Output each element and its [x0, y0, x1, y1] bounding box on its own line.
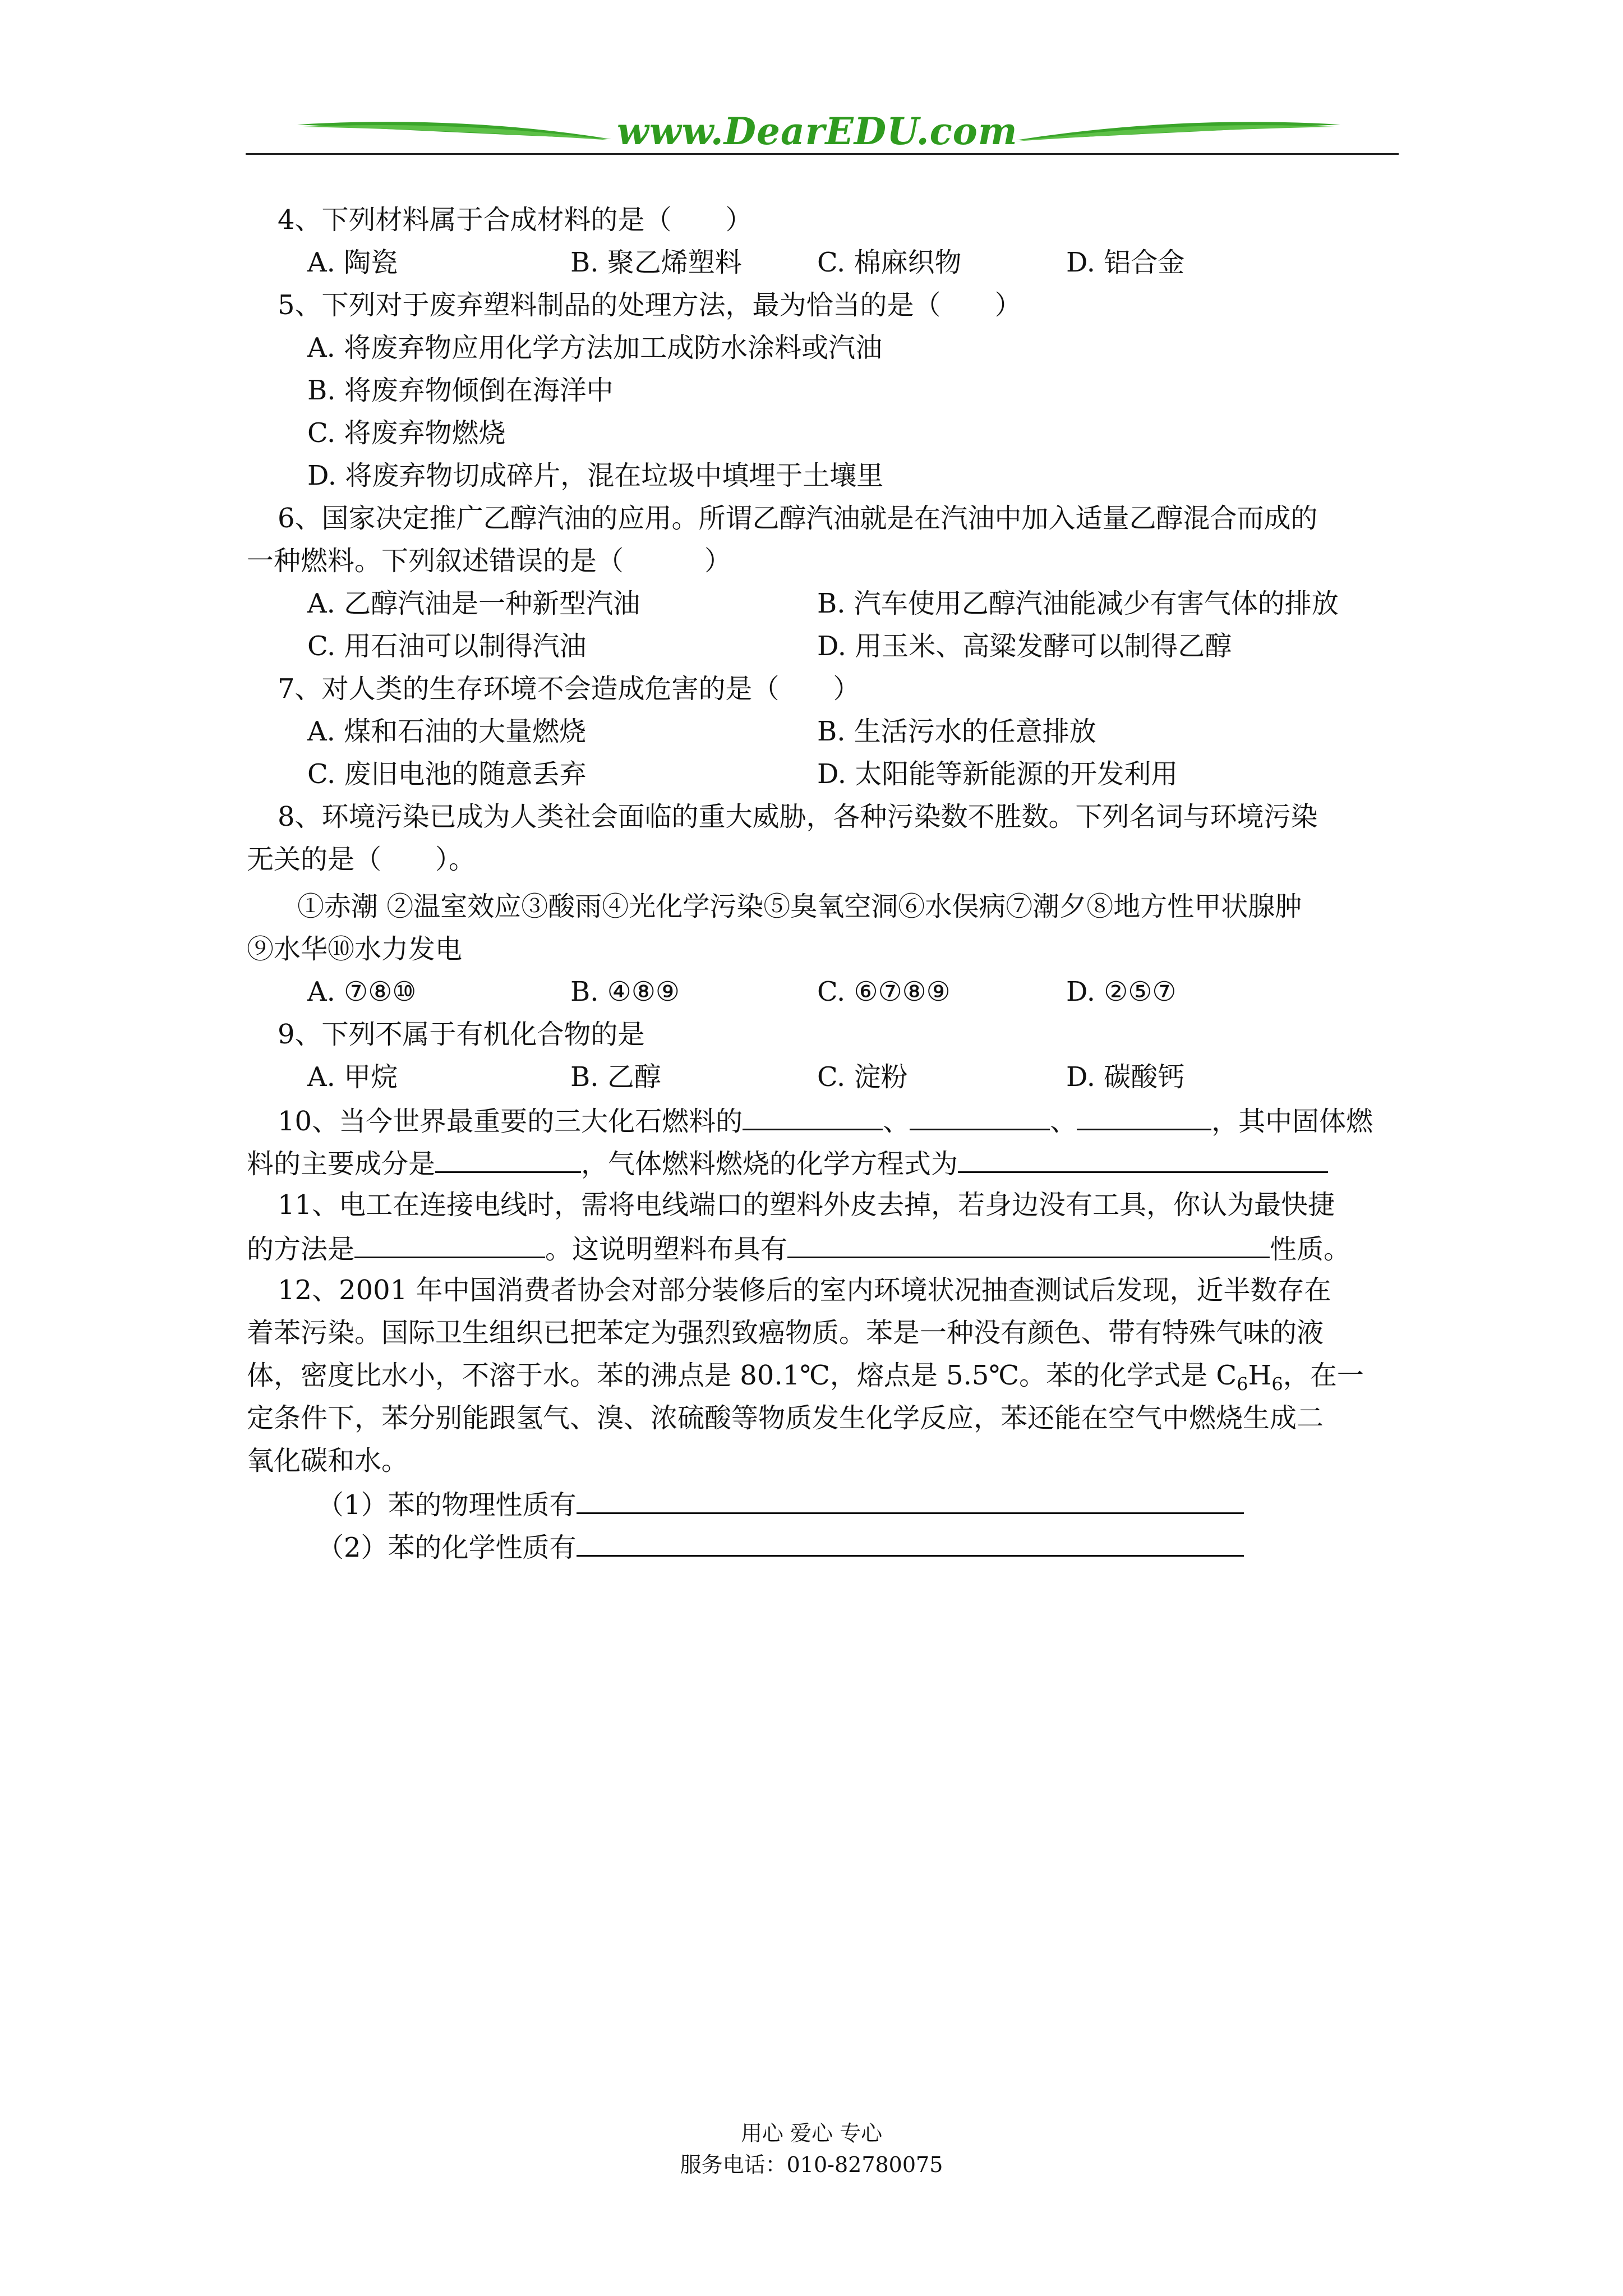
q11-text-c: 性质。 [1270, 1234, 1351, 1265]
q10-line1 [278, 1103, 1373, 1138]
footer-slogan: 用心 爱心 专心 [740, 2121, 883, 2146]
q8-stem-line1: 8、环境污染已成为人类社会面临的重大威胁，各种污染数不胜数。下列名词与环境污染 [278, 801, 1318, 832]
q12-formula-sub2: 6 [1271, 1373, 1283, 1395]
page-header [0, 0, 1623, 163]
site-logo-text: www.DearEDU.com [617, 109, 1018, 153]
q5-option-c: C. 将废弃物燃烧 [307, 417, 506, 449]
q8-option-a: A. ⑦⑧⑩ [307, 976, 417, 1007]
q5-option-b: B. 将废弃物倾倒在海洋中 [307, 375, 614, 406]
q10-text-b: ，其中固体燃 [1211, 1106, 1373, 1137]
footer-phone: 服务电话：010-82780075 [680, 2152, 943, 2177]
q7-option-b: B. 生活污水的任意排放 [817, 716, 1096, 747]
q10-sep-2: 、 [1050, 1106, 1077, 1137]
q6-option-d: D. 用玉米、高粱发酵可以制得乙醇 [817, 631, 1232, 662]
q12-formula-sub1: 6 [1237, 1373, 1248, 1395]
q4-option-c: C. 棉麻织物 [817, 247, 962, 278]
q10-sep-1: 、 [883, 1106, 910, 1137]
q12-line3-tail: ，在一 [1283, 1360, 1364, 1391]
q12-sub1-label: （1）苯的物理性质有 [317, 1489, 577, 1521]
q12-sub2-blank[interactable] [577, 1529, 1244, 1557]
q9-stem: 9、下列不属于有机化合物的是 [278, 1019, 645, 1050]
q12-line4: 定条件下，苯分别能跟氢气、溴、浓硫酸等物质发生化学反应，苯还能在空气中燃烧生成二 [247, 1402, 1324, 1434]
q11-blank-1[interactable] [354, 1231, 545, 1258]
q8-items-line2: ⑨水华⑩水力发电 [247, 933, 463, 965]
q10-line2 [247, 1145, 1328, 1181]
q11-blank-2[interactable] [787, 1231, 1270, 1258]
q11-text-b: 。这说明塑料布具有 [545, 1234, 788, 1265]
q7-option-c: C. 废旧电池的随意丢弃 [307, 758, 587, 790]
q5-option-a: A. 将废弃物应用化学方法加工成防水涂料或汽油 [307, 332, 883, 364]
q6-option-b: B. 汽车使用乙醇汽油能减少有害气体的排放 [817, 588, 1339, 619]
q12-line3 [247, 1359, 1364, 1401]
q9-option-a: A. 甲烷 [307, 1061, 398, 1093]
q7-option-d: D. 太阳能等新能源的开发利用 [817, 758, 1178, 790]
header-rule [246, 153, 1399, 155]
q10-text-a: 10、当今世界最重要的三大化石燃料的 [278, 1106, 743, 1137]
q12-sub2 [317, 1529, 1244, 1565]
q12-sub2-label: （2）苯的化学性质有 [317, 1532, 577, 1563]
q12-line1: 12、2001 年中国消费者协会对部分装修后的室内环境状况抽查测试后发现，近半数存在 [278, 1274, 1331, 1306]
q5-option-d: D. 将废弃物切成碎片，混在垃圾中填埋于土壤里 [307, 460, 884, 491]
q10-blank-4[interactable] [435, 1145, 581, 1173]
q9-option-b: B. 乙醇 [570, 1061, 661, 1093]
q10-blank-5[interactable] [958, 1145, 1328, 1173]
q6-option-c: C. 用石油可以制得汽油 [307, 631, 587, 662]
q9-option-c: C. 淀粉 [817, 1061, 908, 1093]
q6-stem-line1: 6、国家决定推广乙醇汽油的应用。所谓乙醇汽油就是在汽油中加入适量乙醇混合而成的 [278, 503, 1318, 534]
q12-line5: 氧化碳和水。 [247, 1445, 409, 1476]
q12-sub1-blank[interactable] [577, 1487, 1244, 1514]
q4-option-b: B. 聚乙烯塑料 [570, 247, 742, 278]
q11-line1: 11、电工在连接电线时，需将电线端口的塑料外皮去掉，若身边没有工具，你认为最快捷 [278, 1189, 1335, 1221]
q10-text-c: 料的主要成分是 [247, 1148, 436, 1180]
q5-stem: 5、下列对于废弃塑料制品的处理方法，最为恰当的是（ ） [278, 289, 1022, 321]
q8-option-b: B. ④⑧⑨ [570, 976, 680, 1007]
q12-line2: 着苯污染。国际卫生组织已把苯定为强烈致癌物质。苯是一种没有颜色、带有特殊气味的液 [247, 1317, 1324, 1349]
q12-line3-text: 体，密度比水小，不溶于水。苯的沸点是 80.1℃，熔点是 5.5℃。苯的化学式是 C [247, 1360, 1237, 1391]
q11-line2 [247, 1231, 1350, 1266]
q6-option-a: A. 乙醇汽油是一种新型汽油 [307, 588, 640, 619]
q6-stem-line2: 一种燃料。下列叙述错误的是（ ） [247, 545, 732, 577]
q8-option-d: D. ②⑤⑦ [1066, 976, 1177, 1007]
q12-sub1 [317, 1487, 1244, 1522]
q8-items-line1: ①赤潮 ②温室效应③酸雨④光化学污染⑤臭氧空洞⑥水俣病⑦潮夕⑧地方性甲状腺肿 [297, 891, 1302, 922]
q10-blank-1[interactable] [743, 1103, 883, 1130]
q7-option-a: A. 煤和石油的大量燃烧 [307, 716, 587, 747]
q10-blank-3[interactable] [1077, 1103, 1211, 1130]
q11-text-a: 的方法是 [247, 1234, 355, 1265]
q4-stem: 4、下列材料属于合成材料的是（ ） [278, 204, 753, 236]
q10-text-d: ，气体燃料燃烧的化学方程式为 [581, 1148, 958, 1180]
q8-option-c: C. ⑥⑦⑧⑨ [817, 976, 951, 1007]
q10-blank-2[interactable] [910, 1103, 1050, 1130]
q4-option-a: A. 陶瓷 [307, 247, 398, 278]
q8-stem-line2: 无关的是（ ）。 [247, 844, 476, 875]
q12-formula-h: H [1248, 1360, 1272, 1391]
q7-stem: 7、对人类的生存环境不会造成危害的是（ ） [278, 673, 860, 705]
q9-option-d: D. 碳酸钙 [1066, 1061, 1185, 1093]
q4-option-d: D. 铝合金 [1066, 247, 1185, 278]
